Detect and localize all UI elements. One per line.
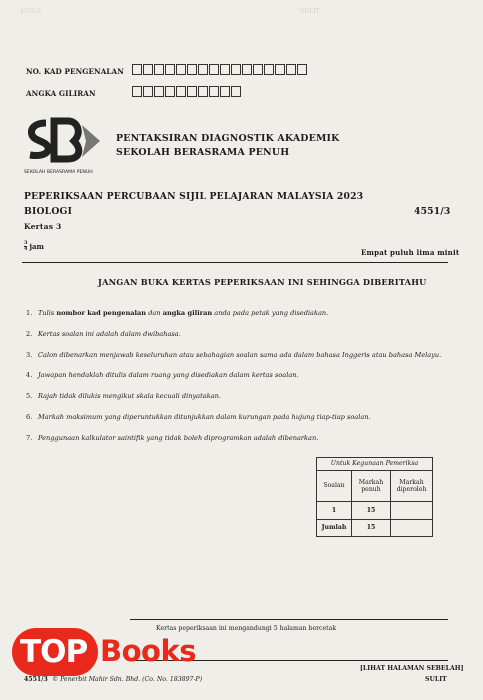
examiner-table-title: Untuk Kegunaan Pemeriksa: [330, 460, 419, 468]
row-full-marks: 15: [366, 506, 376, 514]
instruction-text: Jawapan hendaklah ditulis dalam ruang yang disediakan dalam kertas soalan.: [38, 371, 299, 379]
index-digit-box[interactable]: [198, 86, 208, 97]
col-header-full-marks: Markah penuh: [358, 478, 384, 493]
instruction-text: Calon dibenarkan menjawab keseluruhan atau sebahagian soalan sama ada dalam bahasa Inggeris atau bahasa Melayu.: [38, 351, 442, 359]
instruction-number: 1.: [26, 309, 33, 317]
ic-digit-box[interactable]: [253, 64, 263, 75]
ic-digit-box[interactable]: [165, 64, 175, 75]
ic-digit-box[interactable]: [264, 64, 274, 75]
logo-caption: SEKOLAH BERASRAMA PENUH: [24, 170, 93, 175]
instruction-item: [26, 351, 441, 359]
index-digit-box[interactable]: [176, 86, 186, 97]
ic-digit-box[interactable]: [154, 64, 164, 75]
instruction-item: [26, 434, 318, 442]
paper-number: Kertas 3: [24, 222, 62, 231]
instruction-item: [26, 330, 181, 338]
ic-digit-box[interactable]: [297, 64, 307, 75]
show-through-text: SULIT: [300, 8, 320, 15]
ic-digit-box[interactable]: [220, 64, 230, 75]
instruction-text: anda pada petak yang disediakan.: [212, 309, 329, 317]
subject-code: 4551/3: [414, 206, 451, 217]
row-question-number: 1: [331, 506, 337, 514]
see-next-page: [LIHAT HALAMAN SEBELAH]: [360, 665, 464, 672]
index-digit-box[interactable]: [132, 86, 142, 97]
pages-note: Kertas peperiksaan ini mengandungi 5 halaman bercetak: [156, 625, 337, 632]
watermark-top: TOP: [20, 634, 88, 670]
exam-title: PEPERIKSAAN PERCUBAAN SIJIL PELAJARAN MALAYSIA 2023: [24, 191, 364, 202]
total-value: 15: [366, 524, 376, 532]
index-digit-box[interactable]: [220, 86, 230, 97]
instruction-item: [26, 392, 221, 400]
instruction-emphasis: angka giliran: [162, 309, 213, 317]
index-number-label: ANGKA GILIRAN: [26, 89, 96, 98]
ic-number-boxes[interactable]: [132, 64, 308, 75]
fraction-numerator: 3: [24, 240, 28, 246]
topbooks-watermark: [12, 628, 196, 676]
ic-digit-box[interactable]: [132, 64, 142, 75]
instruction-emphasis: nombor kad pengenalan: [56, 309, 147, 317]
sbp-logo: [24, 117, 104, 177]
row-marks-obtained[interactable]: [391, 502, 432, 519]
instruction-number: 7.: [26, 434, 33, 442]
divider: [22, 262, 448, 263]
index-digit-box[interactable]: [231, 86, 241, 97]
instruction-number: 4.: [26, 371, 33, 379]
ic-digit-box[interactable]: [198, 64, 208, 75]
index-digit-box[interactable]: [143, 86, 153, 97]
show-through-text: 4551/3: [20, 8, 42, 15]
instruction-number: 5.: [26, 392, 33, 400]
instruction-item: [26, 413, 371, 421]
do-not-open-warning: JANGAN BUKA KERTAS PEPERIKSAAN INI SEHINGGA DIBERITAHU: [98, 277, 427, 287]
index-digit-box[interactable]: [209, 86, 219, 97]
instruction-text: Penggunaan kalkulator saintifik yang tidak boleh diprogramkan adalah dibenarkan.: [38, 434, 319, 442]
ic-digit-box[interactable]: [143, 64, 153, 75]
footer-code: 4551/3: [24, 676, 48, 683]
duration-unit: jam: [29, 242, 44, 251]
fraction-denominator: 4: [24, 246, 28, 252]
instruction-number: 6.: [26, 413, 33, 421]
instruction-item: [26, 309, 328, 317]
ic-number-label: NO. KAD PENGENALAN: [26, 67, 124, 76]
total-marks-obtained[interactable]: [391, 520, 432, 536]
ic-digit-box[interactable]: [242, 64, 252, 75]
ic-digit-box[interactable]: [209, 64, 219, 75]
subject-name: BIOLOGI: [24, 206, 73, 217]
index-number-boxes[interactable]: [132, 86, 242, 97]
col-header-marks-obtained: Markah diperoleh: [396, 478, 427, 493]
instruction-text: Markah maksimum yang diperuntukkan ditunjukkan dalam kurungan pada hujung tiap-tiap soalan.: [38, 413, 371, 421]
watermark-books: Books: [100, 634, 196, 668]
index-digit-box[interactable]: [154, 86, 164, 97]
agency-name-line1: PENTAKSIRAN DIAGNOSTIK AKADEMIK: [116, 133, 340, 144]
index-digit-box[interactable]: [165, 86, 175, 97]
instruction-text: dan: [146, 309, 163, 317]
instruction-number: 3.: [26, 351, 33, 359]
ic-digit-box[interactable]: [275, 64, 285, 75]
instruction-text: Rajah tidak dilukis mengikut skala kecuali dinyatakan.: [38, 392, 221, 400]
duration-fraction: [24, 241, 27, 252]
instruction-number: 2.: [26, 330, 33, 338]
total-label: Jumlah: [321, 524, 347, 532]
index-digit-box[interactable]: [187, 86, 197, 97]
ic-digit-box[interactable]: [231, 64, 241, 75]
instruction-text: Tulis: [38, 309, 57, 317]
duration-words: Empat puluh lima minit: [361, 248, 460, 257]
col-header-question: Soalan: [323, 482, 345, 490]
footer-divider: [130, 619, 448, 620]
examiner-table: [316, 457, 433, 537]
instruction-item: [26, 371, 299, 379]
ic-digit-box[interactable]: [187, 64, 197, 75]
ic-digit-box[interactable]: [176, 64, 186, 75]
agency-name-line2: SEKOLAH BERASRAMA PENUH: [116, 147, 290, 158]
ic-digit-box[interactable]: [286, 64, 296, 75]
copyright: © Penerbit Mahir Sdn. Bhd. (Co. No. 183897-P): [52, 676, 203, 683]
instruction-text: Kertas soalan ini adalah dalam dwibahasa.: [38, 330, 181, 338]
duration-hours: [24, 241, 44, 252]
confidential-label: SULIT: [425, 676, 447, 683]
